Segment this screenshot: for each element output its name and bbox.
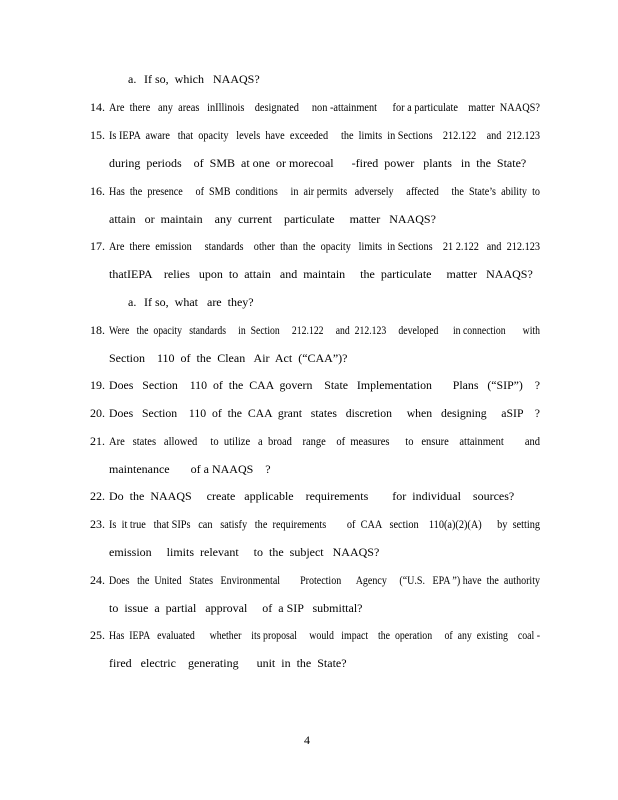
question-number: 22. bbox=[90, 489, 105, 503]
question-number: 17. bbox=[90, 239, 105, 253]
question-number: 14. bbox=[90, 100, 105, 114]
question-text-continued: attain or maintain any current particulate matter NAAQS? bbox=[109, 212, 436, 226]
subitem-label: a. bbox=[128, 72, 137, 86]
question-text-continued: emission limits relevant to the subject NAAQS? bbox=[109, 545, 380, 559]
question-text: Are there any areas inIllinois designated non -attainment for a particulate matter NAAQS? bbox=[109, 100, 540, 114]
question-number: 16. bbox=[90, 184, 105, 198]
question-text: Has IEPA evaluated whether its proposal would impact the operation of any existing coal - bbox=[109, 628, 541, 642]
question-number: 21. bbox=[90, 434, 105, 448]
question-text-continued: to issue a partial approval of a SIP submittal? bbox=[109, 601, 363, 615]
question-text: Are there emission standards other than the opacity limits in Sections 21 2.122 and 212.123 bbox=[109, 239, 541, 253]
question-number: 20. bbox=[90, 406, 105, 420]
question-text-continued: thatIEPA relies upon to attain and maintain the particulate matter NAAQS? bbox=[109, 267, 533, 281]
page-number: 4 bbox=[304, 733, 310, 747]
subitem-label: a. bbox=[128, 295, 137, 309]
question-text: Were the opacity standards in Section 212.122 and 212.123 developed in connection with bbox=[109, 323, 540, 337]
question-text: Does the United States Environmental Protection Agency (“U.S. EPA ”) have the authority bbox=[109, 573, 540, 587]
question-text: Do the NAAQS create applicable requirements for individual sources? bbox=[109, 489, 515, 503]
question-number: 18. bbox=[90, 323, 105, 337]
question-text: Does Section 110 of the CAA grant states discretion when designing aSIP ? bbox=[109, 406, 541, 420]
question-text: If so, which NAAQS? bbox=[144, 72, 260, 86]
question-number: 25. bbox=[90, 628, 105, 642]
question-text: Are states allowed to utilize a broad range of measures to ensure attainment and bbox=[109, 434, 541, 448]
question-text-continued: Section 110 of the Clean Air Act (“CAA”)? bbox=[109, 351, 348, 365]
question-text: Is IEPA aware that opacity levels have exceeded the limits in Sections 212.122 and 212.123 bbox=[109, 128, 540, 142]
question-text: Has the presence of SMB conditions in air permits adversely affected the State’s ability to bbox=[109, 184, 540, 198]
question-text-continued: during periods of SMB at one or morecoal -fired power plants in the State? bbox=[109, 156, 527, 170]
question-number: 23. bbox=[90, 517, 105, 531]
question-text: Does Section 110 of the CAA govern State Implementation Plans (“SIP”) ? bbox=[109, 378, 541, 392]
question-text: Is it true that SIPs can satisfy the requirements of CAA section 110(a)(2)(A) by setting bbox=[109, 517, 541, 531]
question-number: 15. bbox=[90, 128, 105, 142]
question-number: 19. bbox=[90, 378, 105, 392]
question-text: If so, what are they? bbox=[144, 295, 254, 309]
question-text-continued: fired electric generating unit in the State? bbox=[109, 656, 347, 670]
question-number: 24. bbox=[90, 573, 105, 587]
question-text-continued: maintenance of a NAAQS ? bbox=[109, 462, 271, 476]
